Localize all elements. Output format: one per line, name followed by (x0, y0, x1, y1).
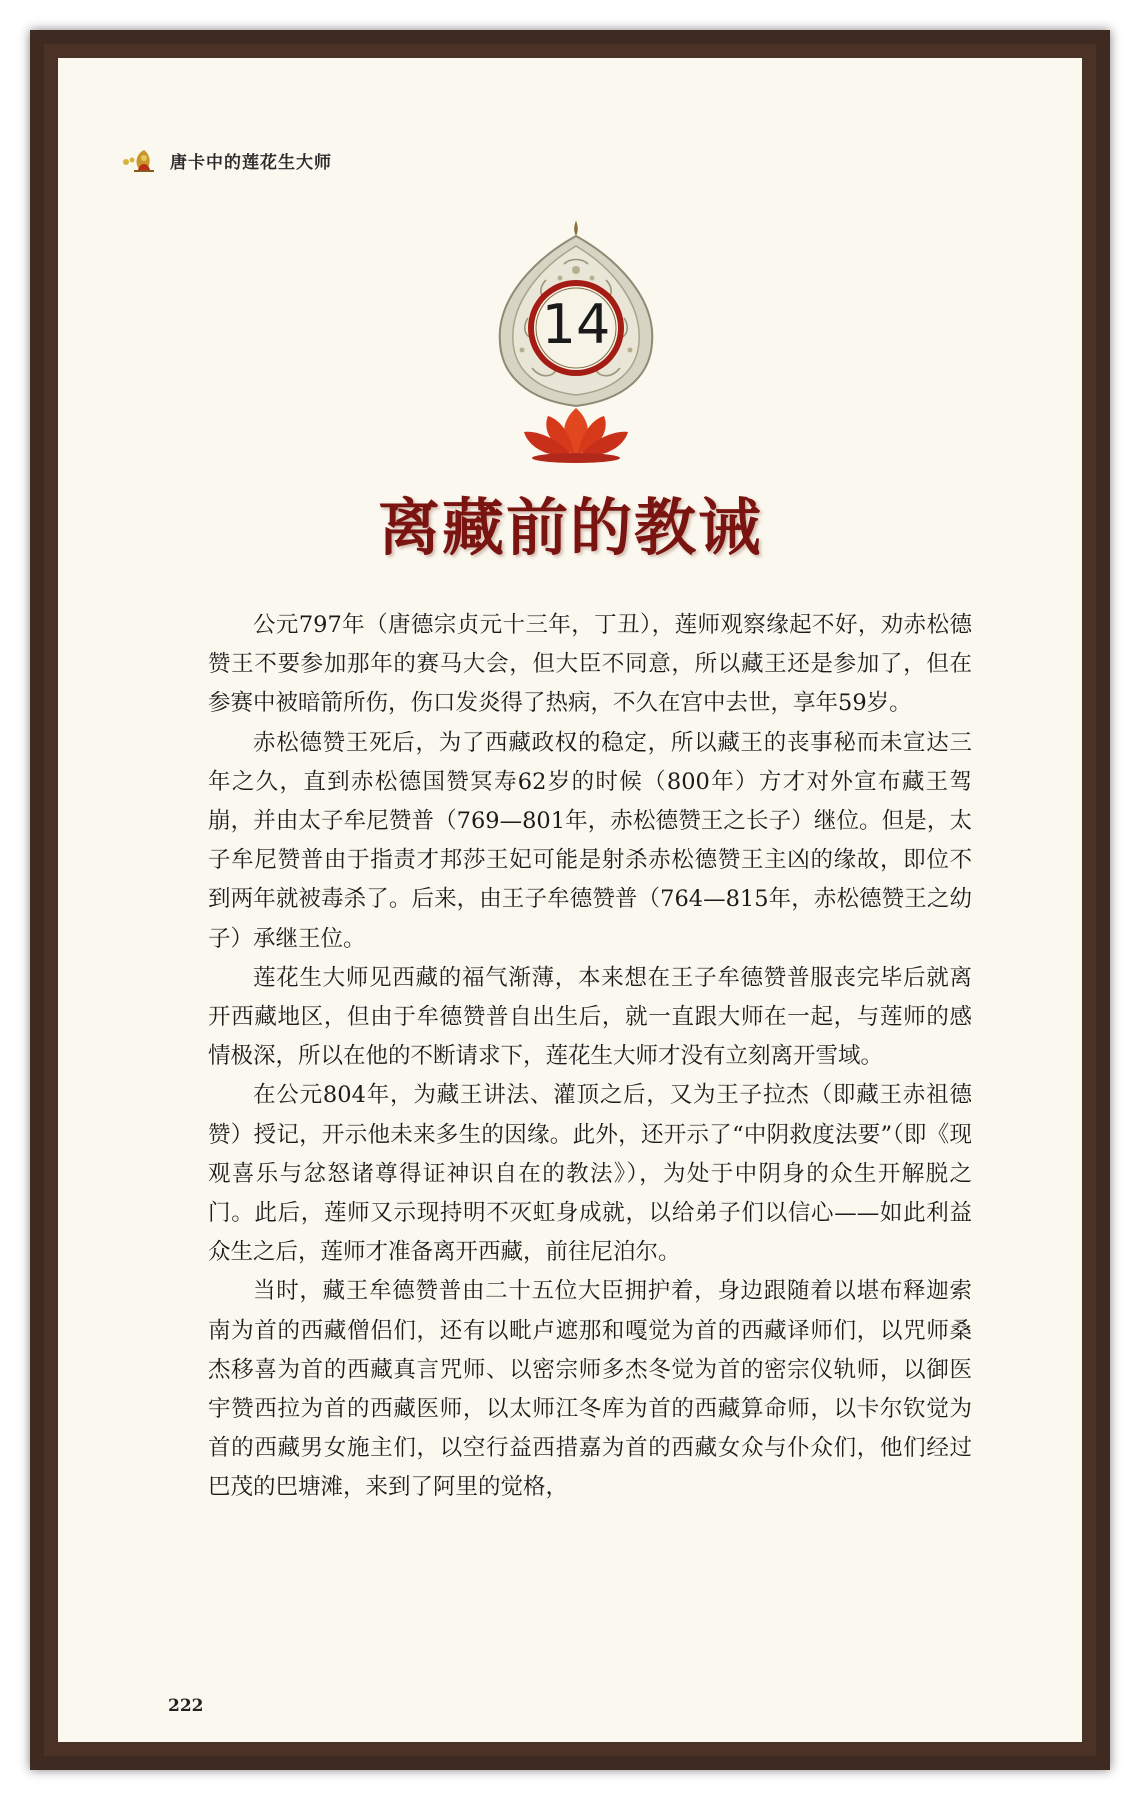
page-number: 222 (168, 1696, 204, 1716)
page-frame (30, 30, 1110, 1770)
paragraph: 在公元804年，为藏王讲法、灌顶之后，又为王子拉杰（即藏王赤祖德赞）授记，开示他未来多生的因缘。此外，还开示了“中阴救度法要”（即《现观喜乐与忿怒诸尊得证神识自在的教法》），为处于中阴身的众生开解脱之门。此后，莲师又示现持明不灭虹身成就，以给弟子们以信心——如此利益众生之后，莲师才准备离开西藏，前往尼泊尔。 (208, 1082, 972, 1266)
lotus-ornament-icon (120, 146, 164, 174)
paragraph: 公元797年（唐德宗贞元十三年，丁丑），莲师观察缘起不好，劝赤松德赞王不要参加那年的赛马大会，但大臣不同意，所以藏王还是参加了，但在参赛中被暗箭所伤，伤口发炎得了热病，不久在宫中去世，享年59岁。 (208, 612, 972, 717)
paragraph: 当时，藏王牟德赞普由二十五位大臣拥护着，身边跟随着以堪布释迦索南为首的西藏僧侣们，还有以毗卢遮那和嘎觉为首的西藏译师们，以咒师桑杰移喜为首的西藏真言咒师、以密宗师多杰冬觉为首的密宗仪轨师，以御医宇赞西拉为首的西藏医师，以太师江冬库为首的西藏算命师，以卡尔钦觉为首的西藏男女施主们，以空行益西措嘉为首的西藏女众与仆众们，他们经过巴茂的巴塘滩，来到了阿里的觉格， (208, 1278, 972, 1501)
chapter-number: 14 (541, 293, 611, 356)
paragraph: 赤松德赞王死后，为了西藏政权的稳定，所以藏王的丧事秘而未宣达三年之久，直到赤松德国赞冥寿62岁的时候（800年）方才对外宣布藏王驾崩，并由太子牟尼赞普（769—801年，赤松德赞王之长子）继位。但是，太子牟尼赞普由于指责才邦莎王妃可能是射杀赤松德赞王主凶的缘故，即位不到两年就被毒杀了。后来，由王子牟德赞普（764—815年，赤松德赞王之幼子）承继王位。 (208, 729, 972, 952)
running-head-title: 唐卡中的莲花生大师 (170, 152, 332, 173)
paragraph: 莲花生大师见西藏的福气渐薄，本来想在王子牟德赞普服丧完毕后就离开西藏地区，但由于牟德赞普自出生后，就一直跟大师在一起，与莲师的感情极深，所以在他的不断请求下，莲花生大师才没有立刻离开雪域。 (208, 964, 972, 1070)
book-page (58, 58, 1082, 1742)
chapter-emblem (476, 218, 676, 468)
body-text (208, 606, 972, 1508)
running-head (120, 146, 332, 174)
chapter-title: 离藏前的教诫 (377, 491, 762, 564)
